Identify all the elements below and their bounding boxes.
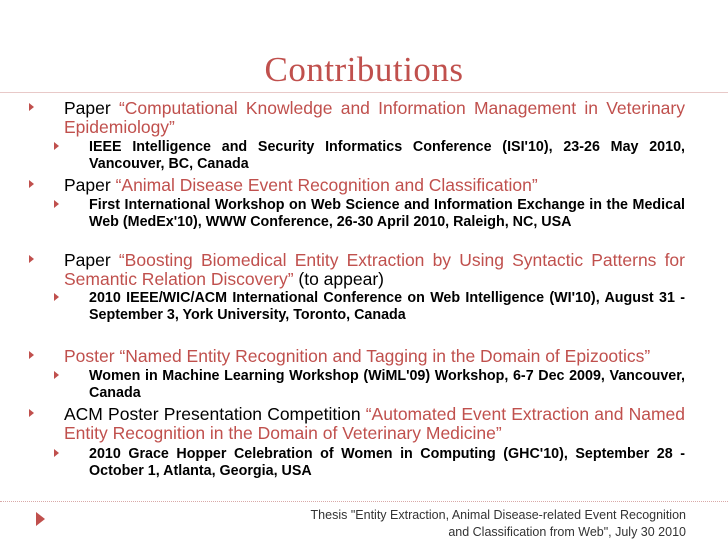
bullet-icon <box>29 255 34 263</box>
sub-bullet-icon <box>54 200 59 208</box>
bullet-icon <box>29 351 34 359</box>
slide-marker-icon <box>36 512 45 526</box>
bullet-icon <box>29 409 34 417</box>
item-prefix: Paper <box>64 250 119 270</box>
slide-title: Contributions <box>264 50 464 89</box>
sub-bullet-icon <box>54 371 59 379</box>
venue-text: 2010 Grace Hopper Celebration of Women in Computing (GHC'10), September 28 - October 1, Atlanta, Georgia, USA <box>89 446 685 479</box>
contribution-item-2 <box>40 176 685 195</box>
contribution-item-3 <box>40 251 685 289</box>
title-divider <box>0 92 728 93</box>
slide-footer <box>246 507 686 541</box>
contribution-item-4 <box>40 347 685 366</box>
item-prefix: Paper <box>64 98 119 118</box>
footer-line-2: and Classification from Web", July 30 2010 <box>448 525 686 539</box>
venue-item-4 <box>40 368 685 401</box>
footer-divider <box>0 501 728 502</box>
sub-bullet-icon <box>54 142 59 150</box>
venue-item-3 <box>40 290 685 323</box>
sub-bullet-icon <box>54 449 59 457</box>
venue-item-1 <box>40 139 685 172</box>
footer-line-1: Thesis "Entity Extraction, Animal Disease-related Event Recognition <box>310 508 686 522</box>
venue-text: IEEE Intelligence and Security Informatics Conference (ISI'10), 23-26 May 2010, Vancouver, BC, Canada <box>89 139 685 172</box>
paper-title: “Boosting Biomedical Entity Extraction by Using Syntactic Patterns for Semantic Relation Discovery” <box>64 250 685 289</box>
bullet-icon <box>29 180 34 188</box>
poster-title: “Automated Event Extraction and Named Entity Recognition in the Domain of Veterinary Medicine” <box>64 404 685 443</box>
venue-text: 2010 IEEE/WIC/ACM International Conference on Web Intelligence (WI'10), August 31 - September 3, York University, Toronto, Canada <box>89 290 685 323</box>
venue-item-2 <box>40 197 685 230</box>
bullet-icon <box>29 103 34 111</box>
paper-title: “Computational Knowledge and Information Management in Veterinary Epidemiology” <box>64 98 685 137</box>
contribution-item-5 <box>40 405 685 443</box>
poster-title: Poster “Named Entity Recognition and Tagging in the Domain of Epizootics” <box>64 346 651 366</box>
item-suffix: (to appear) <box>293 269 384 289</box>
paper-title: “Animal Disease Event Recognition and Classification” <box>115 175 538 195</box>
contribution-item-1 <box>40 99 685 137</box>
venue-text: First International Workshop on Web Science and Information Exchange in the Medical Web (MedEx'10), WWW Conference, 26-30 April 2010, Raleigh, NC, USA <box>89 197 685 230</box>
item-prefix: Paper <box>64 175 116 195</box>
sub-bullet-icon <box>54 293 59 301</box>
venue-text: Women in Machine Learning Workshop (WiML'09) Workshop, 6-7 Dec 2009, Vancouver, Canada <box>89 368 685 401</box>
item-prefix: ACM Poster Presentation Competition <box>64 404 366 424</box>
venue-item-5 <box>40 446 685 479</box>
